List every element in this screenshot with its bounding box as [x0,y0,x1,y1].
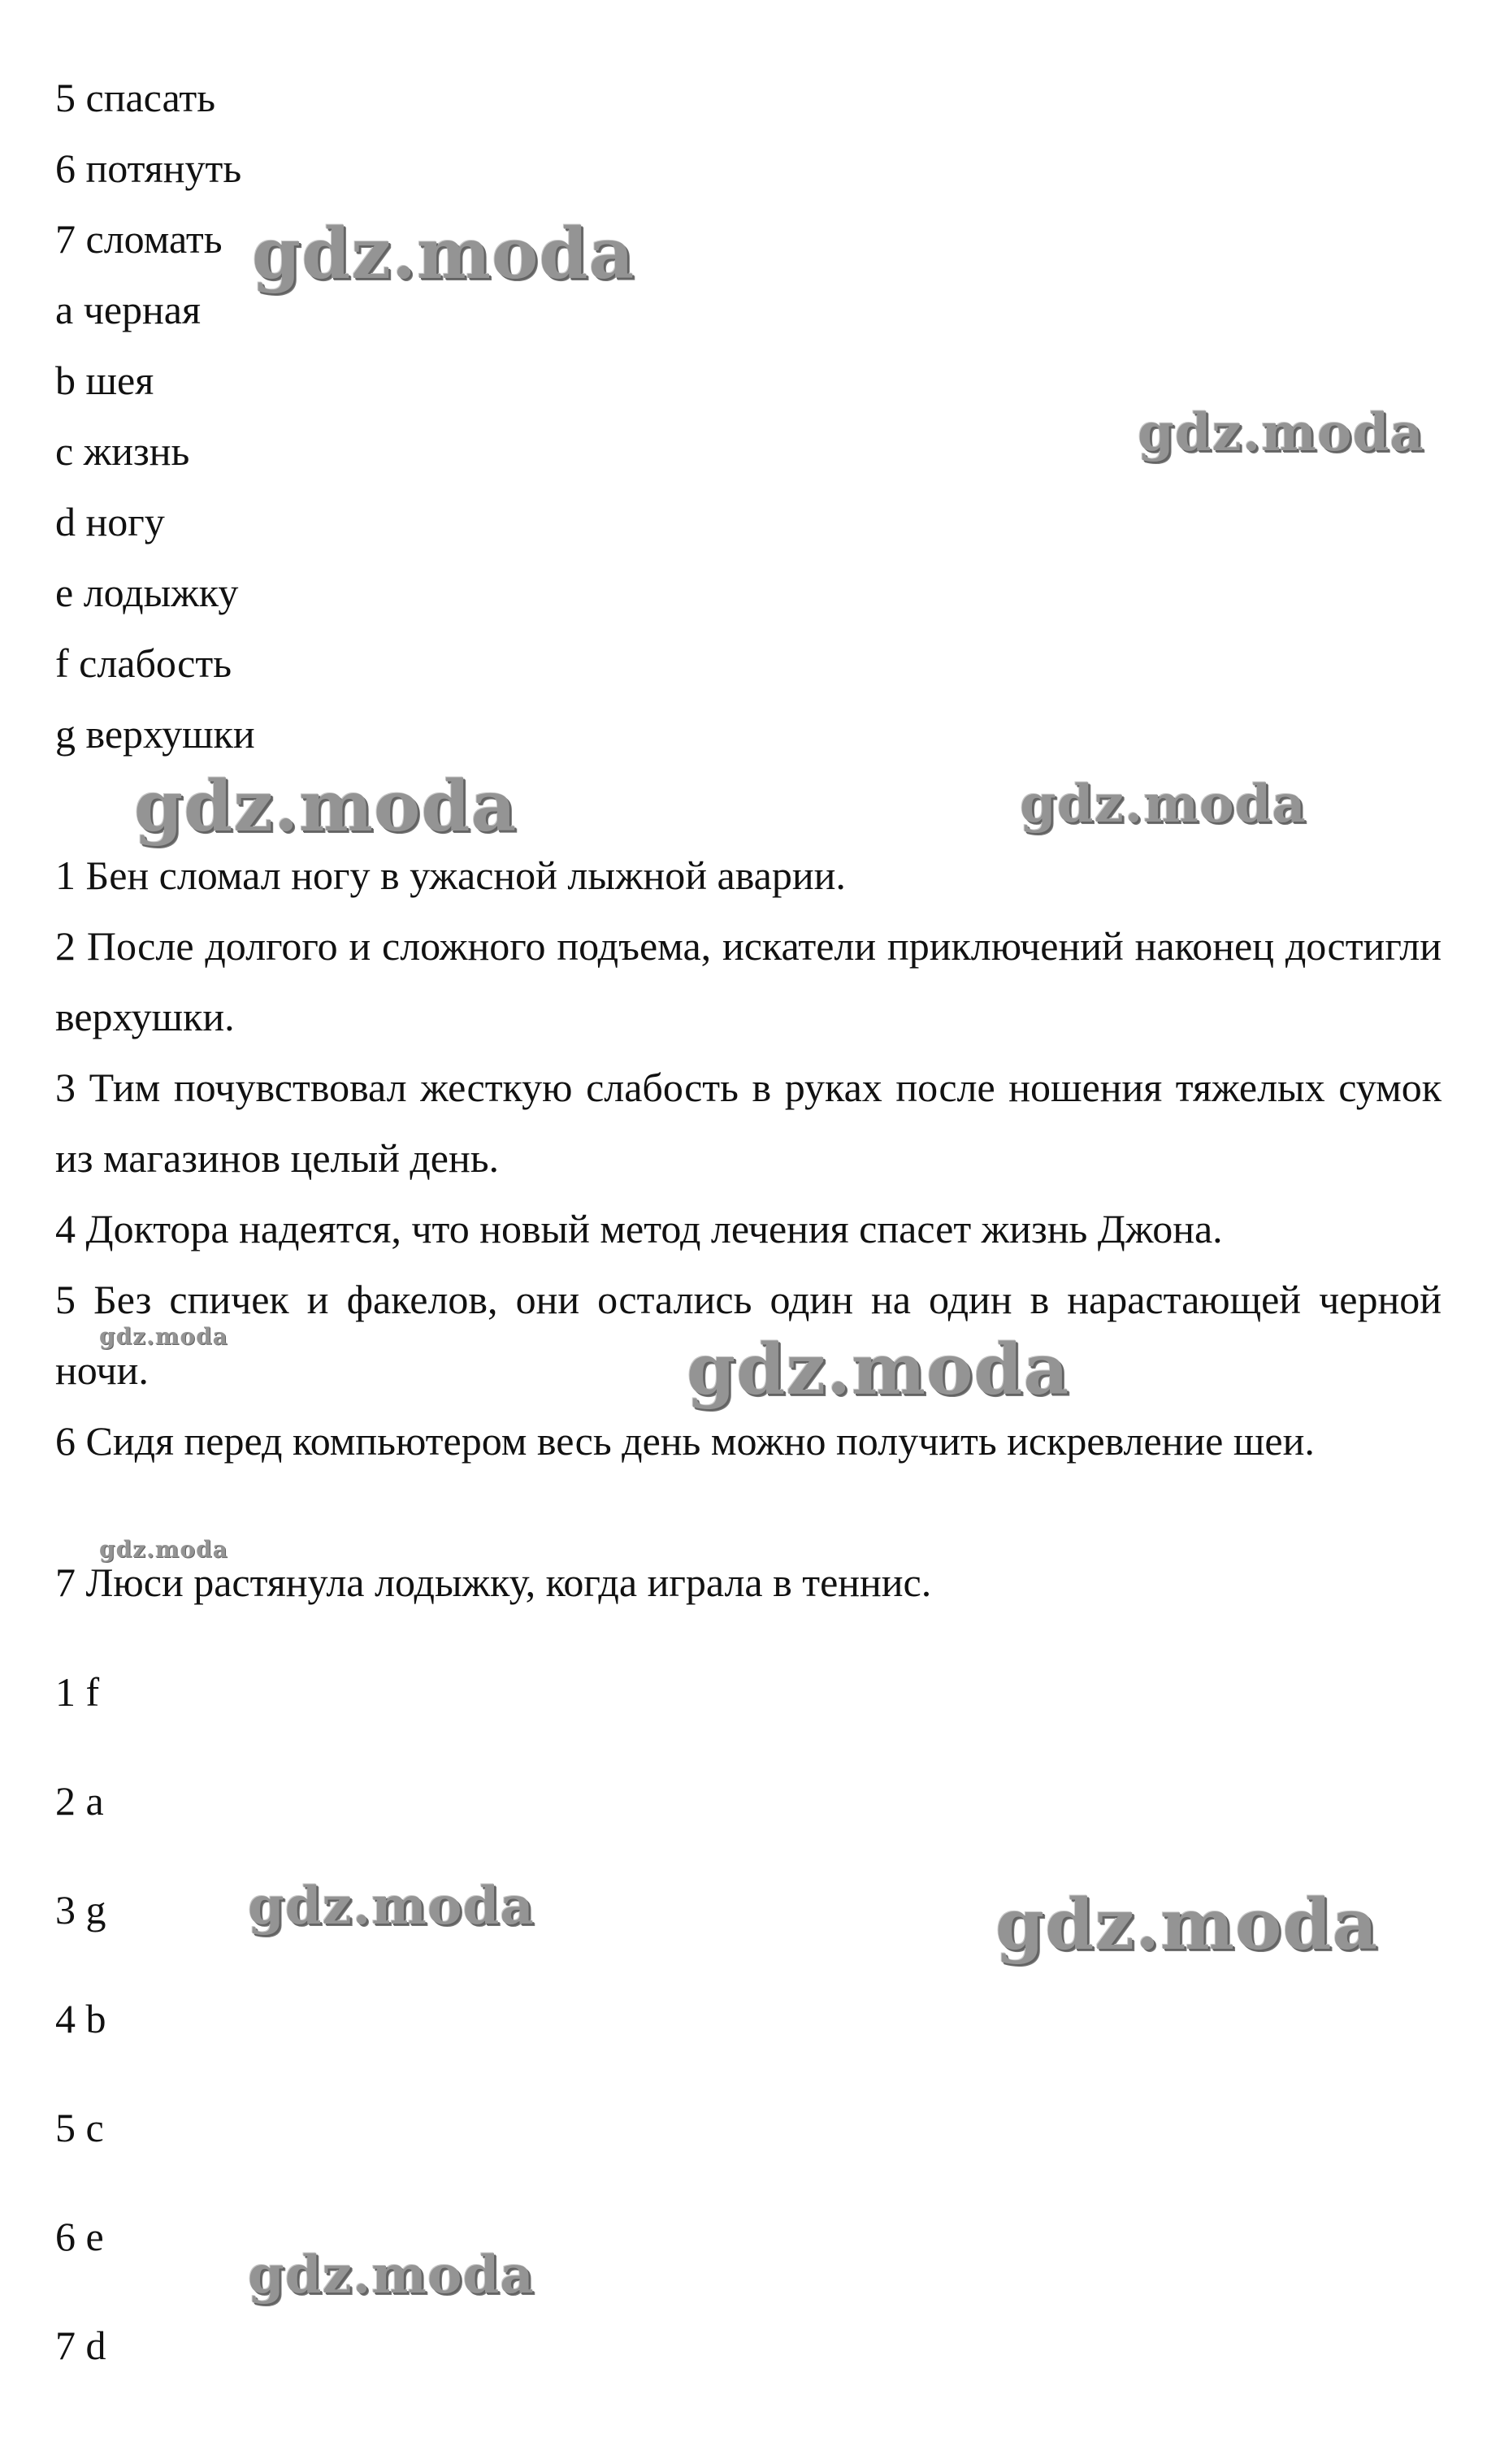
watermark: gdz.moda [99,1536,228,1563]
word-list-item: 6 потянуть [55,145,242,191]
watermark: gdz.moda [248,1876,535,1937]
word-list-item: d ногу [55,499,165,544]
word-list-item: g верхушки [55,711,255,757]
watermark: gdz.moda [134,766,518,848]
watermark: gdz.moda [687,1329,1070,1411]
answer-item: 6 e [55,2214,104,2259]
word-list-item: e лодыжку [55,570,239,615]
sentence: 1 Бен сломал ногу в ужасной лыжной аварии. [55,852,846,898]
sentence: 2 После долгого и сложного подъема, искатели приключений наконец достигли верхушки. [55,923,1441,1039]
word-list-item: 5 спасать [55,75,215,120]
watermark: gdz.moda [99,1323,228,1350]
sentence: 3 Тим почувствовал жесткую слабость в руках после ношения тяжелых сумок из магазинов целый день. [55,1065,1441,1181]
watermark: gdz.moda [1020,774,1307,835]
word-list-item: 7 сломать [55,216,223,262]
word-list-item: f слабость [55,640,232,686]
watermark: gdz.moda [248,2245,535,2306]
sentence: 7 Люси растянула лодыжку, когда играла в теннис. [55,1560,932,1605]
answer-item: 4 b [55,1996,106,2041]
word-list-item: b шея [55,358,154,403]
answer-item: 1 f [55,1669,100,1715]
answer-item: 7 d [55,2323,106,2368]
sentence: 5 Без спичек и факелов, они остались один на один в нарастающей черной ночи. [55,1277,1441,1393]
sentence: 6 Сидя перед компьютером весь день можно получить искревление шеи. [55,1418,1315,1464]
answer-item: 3 g [55,1887,106,1933]
word-list-item: c жизнь [55,428,190,474]
watermark: gdz.moda [995,1884,1379,1966]
word-list-item: a черная [55,287,201,332]
sentence: 4 Доктора надеятся, что новый метод лечения спасет жизнь Джона. [55,1206,1223,1252]
answer-item: 5 c [55,2105,104,2150]
answer-item: 2 a [55,1778,104,1824]
watermark: gdz.moda [1138,402,1424,463]
watermark: gdz.moda [252,213,635,295]
